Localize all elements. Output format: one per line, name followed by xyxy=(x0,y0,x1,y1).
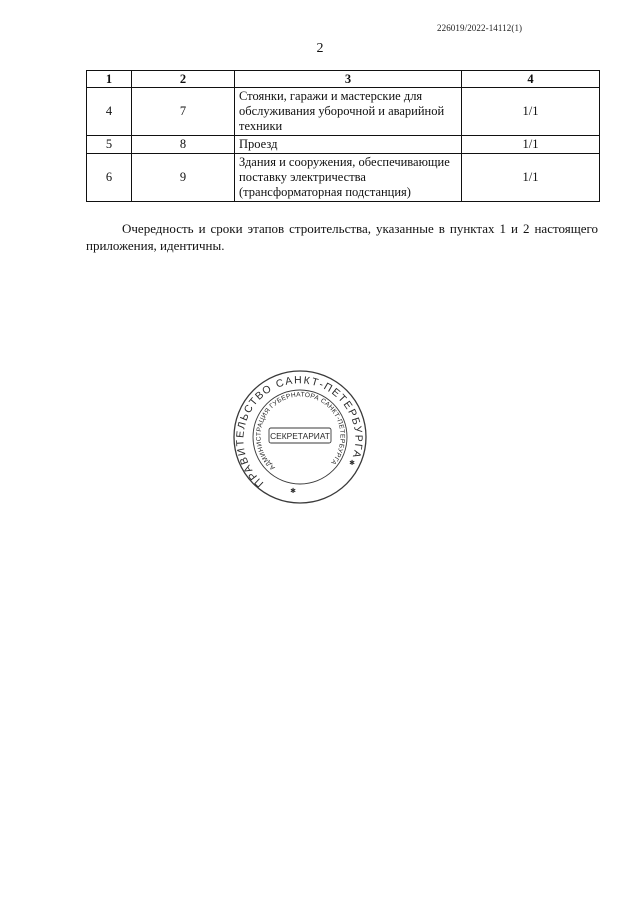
table-cell: 1/1 xyxy=(462,88,600,136)
table-header-cell: 4 xyxy=(462,71,600,88)
document-registration-number: 226019/2022-14112(1) xyxy=(437,23,523,33)
table-header-cell: 3 xyxy=(235,71,462,88)
seal-inner-text: АДМИНИСТРАЦИЯ ГУБЕРНАТОРА САНКТ-ПЕТЕРБУРГА xyxy=(255,391,346,472)
table-cell: 7 xyxy=(132,88,235,136)
seal-center-text: СЕКРЕТАРИАТ xyxy=(270,431,330,441)
table-cell: 9 xyxy=(132,154,235,202)
table-header-cell: 2 xyxy=(132,71,235,88)
page-number: 2 xyxy=(316,41,324,56)
construction-stages-table xyxy=(86,70,600,202)
table-row xyxy=(87,88,600,136)
table-cell: 8 xyxy=(132,136,235,154)
table-row xyxy=(87,136,600,154)
table-cell: 6 xyxy=(87,154,132,202)
body-paragraph: Очередность и сроки этапов строительства, указанные в пунктах 1 и 2 настоящего приложения, идентичны. xyxy=(86,221,598,253)
table-header-cell: 1 xyxy=(87,71,132,88)
table-cell: 1/1 xyxy=(462,154,600,202)
seal-outer-text: ПРАВИТЕЛЬСТВО САНКТ-ПЕТЕРБУРГА xyxy=(234,374,365,490)
table-header-row xyxy=(87,71,600,88)
seal-star-icon: ✱ xyxy=(349,460,355,467)
table-cell: 1/1 xyxy=(462,136,600,154)
table-cell: Стоянки, гаражи и мастерские для обслуживания уборочной и аварийной техники xyxy=(235,88,462,136)
table-cell: Здания и сооружения, обеспечивающие поставку электричества (трансформаторная подстанция) xyxy=(235,154,462,202)
table-cell: 5 xyxy=(87,136,132,154)
table-row xyxy=(87,154,600,202)
table-cell: Проезд xyxy=(235,136,462,154)
seal-star-icon: ✱ xyxy=(290,488,296,495)
official-seal-stamp xyxy=(230,367,370,507)
table-cell: 4 xyxy=(87,88,132,136)
